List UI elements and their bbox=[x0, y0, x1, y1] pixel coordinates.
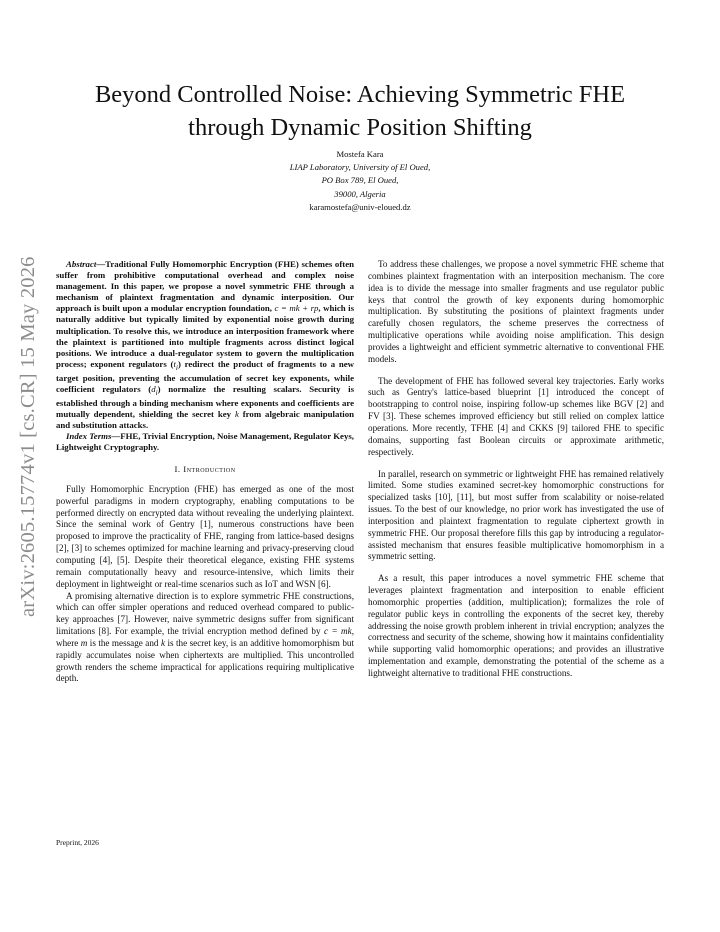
right-column bbox=[368, 259, 664, 680]
arxiv-identifier-stamp: arXiv:2605.15774v1 [cs.CR] 15 May 2026 bbox=[17, 256, 39, 617]
index-terms-text: —FHE, Trivial Encryption, Noise Management, Regulator Keys, Lightweight Cryptography. bbox=[56, 430, 354, 452]
paragraph: As a result, this paper introduces a novel symmetric FHE scheme that leverages plaintext fragmentation and interposition to enable efficient homomorphic properties (addition, multiplication); formalizes the role of regulator public keys in controlling the exponents of the secret key, thereby addressing the noise growth problem inherent in trivial encryption; analyzes the correctness and security of the scheme, showing how it maintains confidentiality while supporting valid homomorphic operations; and provides an illustrative implementation and example, demonstrating the potential of the scheme as a lightweight alternative to traditional FHE constructions. bbox=[368, 573, 664, 678]
inline-math: k bbox=[160, 637, 165, 648]
author-affiliation-line: LIAP Laboratory, University of El Oued, bbox=[289, 162, 431, 173]
paragraph: In parallel, research on symmetric or lightweight FHE has remained relatively limited. Some studies examined secret-key homomorphic constructions for specialized tasks [10], [11], but most suffer from scalability or noise-related issues. To the best of our knowledge, no prior work has investigated the use of interposition and plaintext fragmentation to regulate ciphertext growth in symmetric FHE. Our proposal therefore fills this gap by introducing a regulator-assisted mechanism that ensures feasible multiplicative homomorphism in a symmetric setting. bbox=[368, 468, 664, 562]
paragraph-text: is the secret key, is an additive homomorphism but rapidly accumulates noise when ciphertexts are multiplied. This uncontrolled growth renders the scheme impractical for applications requiring multiplicative depth. bbox=[56, 637, 354, 684]
author-affiliation-line: PO Box 789, El Oued, bbox=[321, 175, 399, 186]
paragraph-text: A promising alternative direction is to explore symmetric FHE constructions, which can offer simpler operations and reduced overhead compared to public-key approaches [7]. However, naive symmetric designs suffer from significant limitations [8]. For example, the trivial encryption method defined by bbox=[56, 590, 354, 637]
paragraph: Fully Homomorphic Encryption (FHE) has emerged as one of the most powerful paradigms in modern cryptography, enabling computations to be performed directly on encrypted data without revealing the underlying plaintext. Since the seminal work of Gentry [1], numerous constructions have been proposed to improve the practicality of FHE, ranging from lattice-based designs [2], [3] to schemes optimized for machine learning and privacy-preserving cloud computing [4], [5]. Despite their theoretical elegance, existing FHE systems remain computationally heavy and resource-intensive, which limits their deployment in lightweight or real-time scenarios such as IoT and WSN [6]. bbox=[56, 483, 354, 589]
inline-math: m bbox=[80, 637, 88, 648]
inline-math: c = mk bbox=[323, 626, 352, 637]
footer-preprint-note: Preprint, 2026 bbox=[56, 838, 99, 847]
abstract-text: —Traditional Fully Homomorphic Encryption (FHE) schemes often suffer from prohibitive computational overhead and complex noise management. In this paper, we propose a novel symmetric FHE through a mechanism of plaintext fragmentation and dynamic interposition. Our approach is built upon a modular encryption foundation, bbox=[56, 259, 354, 314]
left-column bbox=[56, 259, 354, 685]
paragraph: To address these challenges, we propose a novel symmetric FHE scheme that combines plaintext fragmentation with an interposition mechanism. The core idea is to divide the message into smaller fragments and use regulator public keys that control the growth of key exponents during homomorphic multiplication. By substituting the positions of plaintext fragments under carefully chosen regulators, the scheme preserves the correctness of multiplicative operations while avoiding noise amplification. This design provides a lightweight and efficient symmetric alternative to conventional FHE models. bbox=[368, 259, 664, 364]
paragraph bbox=[56, 591, 354, 686]
abstract-math-subscript: i bbox=[175, 362, 178, 372]
abstract-math: c = mk + rp bbox=[274, 303, 319, 314]
abstract-text: ) normalize the resulting scalars. Security is established through a binding mechanism where exponents and coefficients are mutually dependent, shielding the secret key bbox=[56, 383, 355, 419]
author-block bbox=[200, 148, 520, 214]
index-terms bbox=[56, 431, 354, 453]
abstract-text: , which is naturally additive but typically limited by exponential noise growth during multiplication. To resolve this, we introduce an interposition framework where the plaintext is partitioned into multiple fragments across distinct logical positions. We introduce a dual-regulator system to govern the multiplication process; exponent regulators ( bbox=[56, 303, 355, 369]
section-numeral: I. bbox=[174, 464, 181, 475]
paper-title: Beyond Controlled Noise: Achieving Symmetric FHE through Dynamic Position Shifting bbox=[94, 81, 626, 142]
abstract bbox=[56, 259, 354, 431]
author-name: Mostefa Kara bbox=[336, 149, 384, 159]
author-affiliation-line: 39000, Algeria bbox=[334, 188, 386, 199]
paragraph: The development of FHE has followed several key trajectories. Early works such as Gentry's lattice-based blueprint [1] introduced the concept of bootstrapping to control noise, inspiring follow-up schemes like BGV [2] and FV [3]. These schemes improved efficiency but still relied on complex lattice operations. More recently, TFHE [4] and CKKS [9] tailored FHE to specific domains, supporting fast Boolean circuits or approximate arithmetic, respectively. bbox=[368, 375, 664, 457]
abstract-math-subscript: i bbox=[155, 387, 158, 397]
abstract-math: k bbox=[234, 408, 239, 419]
author-email: karamostefa@univ-eloued.dz bbox=[309, 201, 411, 212]
paragraph-text: is the message and bbox=[87, 637, 161, 648]
abstract-text: from algebraic manipulation and substitution attacks. bbox=[56, 408, 355, 430]
abstract-math: t bbox=[173, 358, 176, 369]
abstract-math: d bbox=[151, 383, 156, 394]
paragraph-text: , where bbox=[56, 626, 354, 648]
section-heading-introduction bbox=[56, 464, 354, 476]
abstract-text: ) redirect the product of fragments to a new target position, preventing the accumulation of secret key exponents, while coefficient regulators ( bbox=[56, 358, 354, 394]
index-terms-lead: Index Terms bbox=[66, 430, 112, 441]
section-title: Introduction bbox=[183, 464, 236, 475]
abstract-lead: Abstract bbox=[66, 259, 97, 269]
